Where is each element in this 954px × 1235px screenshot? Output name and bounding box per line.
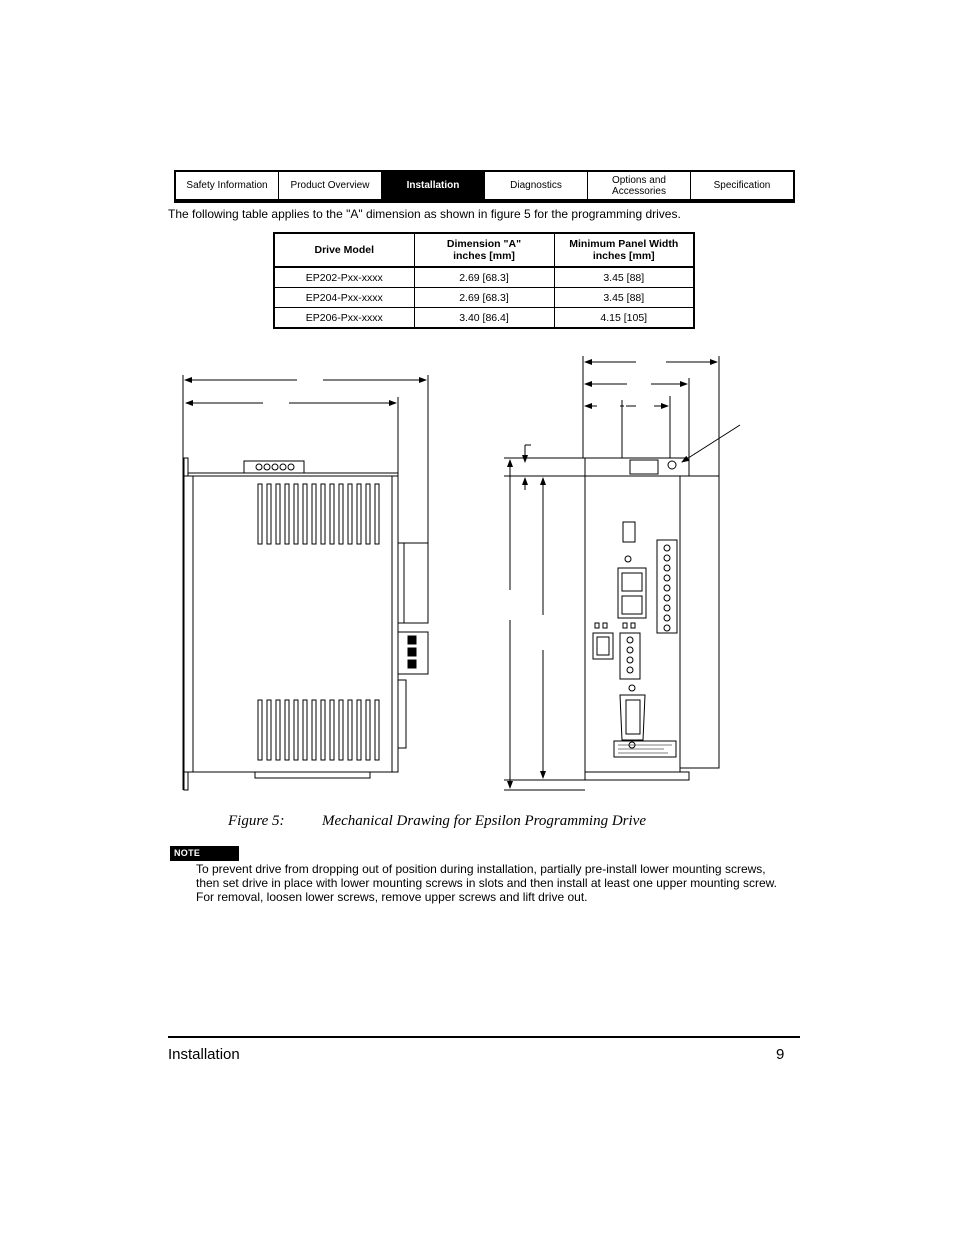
table-cell: 2.69 [68.3]: [414, 288, 554, 308]
table-cell: EP202-Pxx-xxxx: [274, 267, 414, 288]
column-header-min-panel-width: Minimum Panel Width inches [mm]: [554, 233, 694, 267]
page-number: 9: [776, 1046, 785, 1063]
figure-number: Figure 5:: [228, 813, 285, 829]
section-tab-bar: [174, 170, 795, 201]
front-view: [504, 356, 740, 790]
table-cell: 2.69 [68.3]: [414, 267, 554, 288]
table-row: [274, 308, 694, 329]
tab-options-and-accessories[interactable]: Options and Accessories: [588, 172, 691, 199]
table-cell: 3.45 [88]: [554, 288, 694, 308]
note-text: To prevent drive from dropping out of position during installation, partially pre-install lower mounting screws, then set drive in place with lower mounting screws in slots and then install at least one upper mounting screw. For removal, loosen lower screws, remove upper screws and lift drive out.: [196, 862, 777, 904]
dimension-table: [273, 232, 695, 329]
mechanical-drawing: [170, 352, 750, 802]
tab-product-overview[interactable]: Product Overview: [279, 172, 382, 199]
figure-caption: [228, 813, 646, 830]
footer-section-name: Installation: [168, 1046, 240, 1063]
table-cell: EP206-Pxx-xxxx: [274, 308, 414, 329]
note-badge: NOTE: [170, 846, 239, 861]
table-cell: 3.45 [88]: [554, 267, 694, 288]
side-view: [183, 375, 428, 790]
tab-safety-information[interactable]: Safety Information: [176, 172, 279, 199]
intro-paragraph: The following table applies to the "A" dimension as shown in figure 5 for the programming drives.: [168, 207, 681, 221]
table-cell: EP204-Pxx-xxxx: [274, 288, 414, 308]
table-cell: 4.15 [105]: [554, 308, 694, 329]
column-header-drive-model: Drive Model: [274, 233, 414, 267]
tab-diagnostics[interactable]: Diagnostics: [485, 172, 588, 199]
figure-title: Mechanical Drawing for Epsilon Programming Drive: [322, 813, 647, 829]
tab-specification[interactable]: Specification: [713, 180, 771, 191]
footer-divider: [168, 1036, 800, 1038]
table-header-row: [274, 233, 694, 267]
table-row: [274, 267, 694, 288]
column-header-dimension-a: Dimension "A" inches [mm]: [414, 233, 554, 267]
tab-installation[interactable]: Installation: [382, 172, 485, 199]
table-row: [274, 288, 694, 308]
table-cell: 3.40 [86.4]: [414, 308, 554, 329]
